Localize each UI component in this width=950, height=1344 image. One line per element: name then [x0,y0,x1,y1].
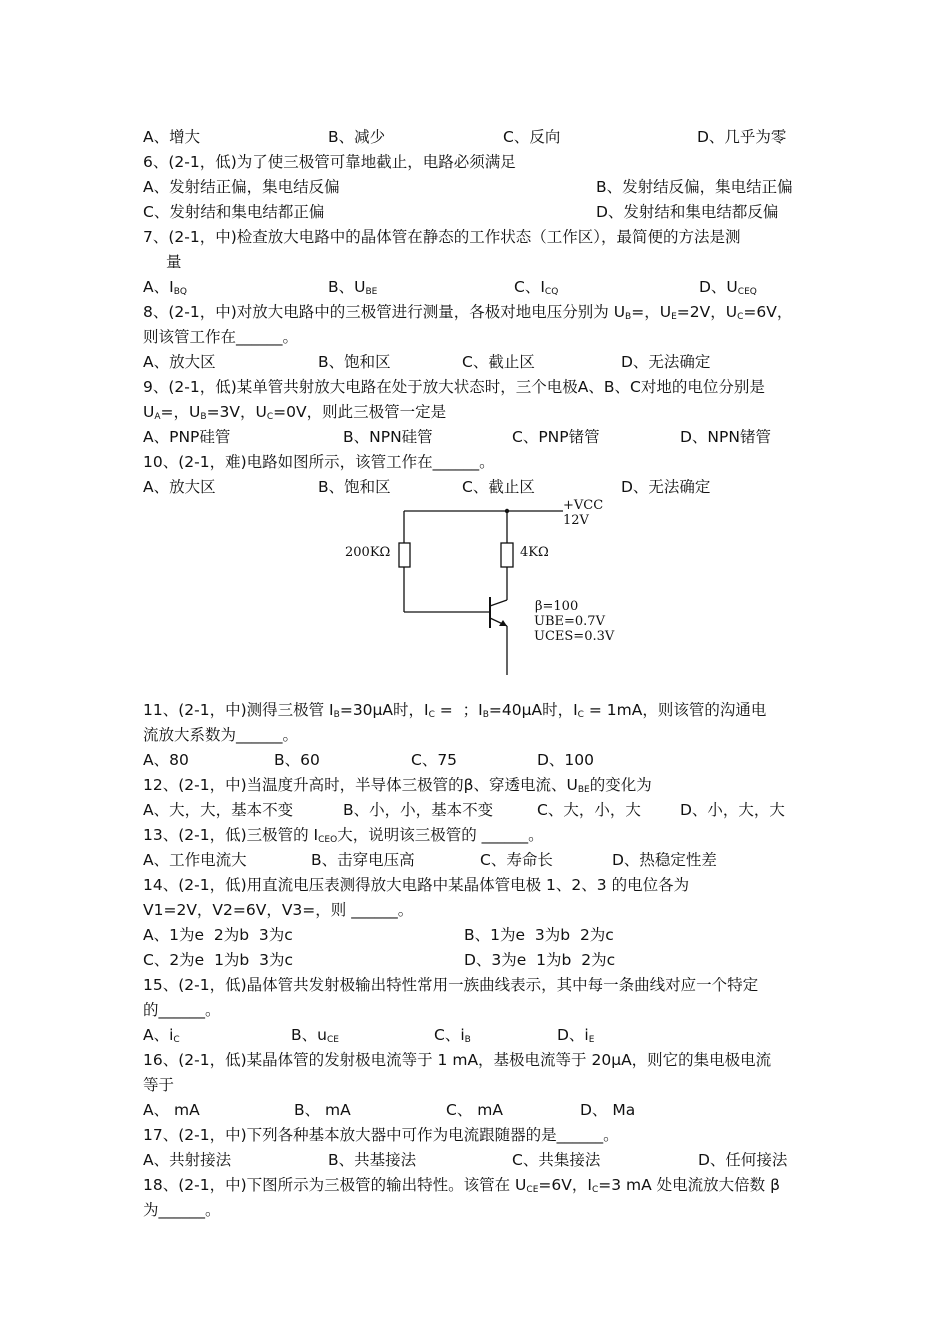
q13-stem: 13、(2-1，低)三极管的 $I_{CEO}$大，说明该三极管的 ______。 [143,826,544,845]
q6-option-c: C、发射结和集电结都正偏 [143,203,325,221]
vcc-label: +VCC [563,498,604,513]
q7-stem-line1: 7、(2-1，中)检查放大电路中的晶体管在静态的工作状态（工作区），最简便的方法是测 [143,228,741,246]
transistor-collector [490,600,507,606]
q15-stem-line2: 的______。 [143,1001,221,1019]
q10-option-b: B、饱和区 [318,478,391,496]
q8-option-a: A、放大区 [143,353,216,371]
q11-option-c: C、75 [411,751,458,769]
q13-option-d: D、热稳定性差 [612,851,717,869]
q12-option-c: C、大，小，大 [537,801,641,819]
q16-option-d: D、 Ma [580,1101,636,1119]
q11-option-d: D、100 [537,751,595,769]
vcc-node [505,509,509,513]
q16-stem-line2: 等于 [143,1076,175,1094]
q14-stem-line2: V1=2V，V2=6V，V3=，则 ______。 [143,901,414,919]
q8-option-d: D、无法确定 [621,353,711,371]
q5-option-d: D、几乎为零 [697,128,787,146]
q6-option-a: A、发射结正偏，集电结反偏 [143,178,340,196]
q7-option-c: C、$I_{CQ}$ [514,278,559,297]
q8-option-b: B、饱和区 [318,353,391,371]
q6-option-d: D、发射结和集电结都反偏 [596,203,779,221]
q10-option-c: C、截止区 [462,478,535,496]
q9-option-a: A、PNP硅管 [143,428,231,446]
q15-option-a: A、$i_C$ [143,1026,180,1045]
q14-option-c: C、2为e 1为b 3为c [143,951,294,969]
q15-stem-line1: 15、(2-1，低)晶体管共发射极输出特性常用一族曲线表示，其中每一条曲线对应一个特定 [143,976,759,994]
q17-stem: 17、(2-1，中)下列各种基本放大器中可作为电流跟随器的是______。 [143,1126,619,1144]
q10-stem: 10、(2-1，难)电路如图所示，该管工作在______。 [143,453,495,471]
q15-option-c: C、$i_B$ [434,1026,471,1045]
q7-option-a: A、$I_{BQ}$ [143,278,187,297]
rb-resistor [399,543,410,567]
q14-option-d: D、3为e 1为b 2为c [464,951,616,969]
q12-stem: 12、(2-1，中)当温度升高时，半导体三极管的β、穿透电流、$U_{BE}$的变化为 [143,776,652,795]
q15-option-d: D、$i_E$ [557,1026,595,1045]
q6-stem: 6、(2-1，低)为了使三极管可靠地截止，电路必须满足 [143,153,516,171]
q10-option-a: A、放大区 [143,478,216,496]
q5-option-a: A、增大 [143,128,201,146]
q9-stem-line1: 9、(2-1，低)某单管共射放大电路在处于放大状态时，三个电极A、B、C对地的电位分别是 [143,378,765,396]
q6-option-b: B、发射结反偏，集电结正偏 [596,178,793,196]
q18-stem-line1: 18、(2-1，中)下图所示为三极管的输出特性。该管在 $U_{CE}=6V$，$I_C=3$ mA 处电流放大倍数 β [143,1176,780,1195]
q8-stem-line1: 8、(2-1，中)对放大电路中的三极管进行测量，各极对地电压分别为 $U_B=$，$U_E=2V$，$U_C=6V$， [143,303,793,322]
q14-stem-line1: 14、(2-1，低)用直流电压表测得放大电路中某晶体管电极 1、2、3 的电位各为 [143,876,690,894]
q12-option-a: A、大，大，基本不变 [143,801,294,819]
rc-label: 4KΩ [520,545,549,560]
q5-option-b: B、减少 [328,128,386,146]
q17-option-a: A、共射接法 [143,1151,232,1169]
uces-label: UCES=0.3V [534,629,615,644]
q14-option-b: B、1为e 3为b 2为c [464,926,614,944]
q13-option-c: C、寿命长 [480,851,553,869]
q8-option-c: C、截止区 [462,353,535,371]
q12-option-d: D、小，大，大 [680,801,785,819]
q17-option-c: C、共集接法 [512,1151,601,1169]
q11-option-b: B、60 [274,751,320,769]
q5-option-c: C、反向 [503,128,561,146]
q15-option-b: B、$u_{CE}$ [291,1026,339,1045]
q14-option-a: A、1为e 2为b 3为c [143,926,293,944]
rc-resistor [501,543,513,567]
q17-option-b: B、共基接法 [328,1151,417,1169]
q13-option-b: B、击穿电压高 [311,851,415,869]
q16-stem-line1: 16、(2-1，低)某晶体管的发射极电流等于 1 mA，基极电流等于 20μA，则它的集电极电流 [143,1051,772,1069]
q16-option-c: C、 mA [446,1101,503,1119]
q9-stem-line2: $U_A=$，$U_B=3V$，$U_C=0V$，则此三极管一定是 [143,403,447,422]
q9-option-c: C、PNP锗管 [512,428,600,446]
q11-stem-line2: 流放大系数为______。 [143,726,299,744]
vcc-value: 12V [563,513,589,528]
q16-option-a: A、 mA [143,1101,200,1119]
q12-option-b: B、小，小，基本不变 [343,801,494,819]
rb-label: 200KΩ [345,545,391,560]
q17-option-d: D、任何接法 [698,1151,788,1169]
q9-option-d: D、NPN锗管 [680,428,771,446]
beta-label: β=100 [535,599,579,614]
q7-stem-line2: 量 [166,253,182,271]
q11-stem-line1: 11、(2-1，中)测得三极管 $I_B=30\mu A$时，$I_C$ = ；$I_B=40\mu A$时，$I_C = 1mA$，则该管的沟通电 [143,701,767,720]
q8-stem-line2: 则该管工作在______。 [143,328,299,346]
q16-option-b: B、 mA [294,1101,351,1119]
q18-stem-line2: 为______。 [143,1201,221,1219]
q7-option-b: B、$U_{BE}$ [328,278,378,297]
q13-option-a: A、工作电流大 [143,851,247,869]
q7-option-d: D、$U_{CEQ}$ [699,278,757,297]
ube-label: UBE=0.7V [534,614,605,629]
q11-option-a: A、80 [143,751,189,769]
q9-option-b: B、NPN硅管 [343,428,433,446]
q10-option-d: D、无法确定 [621,478,711,496]
